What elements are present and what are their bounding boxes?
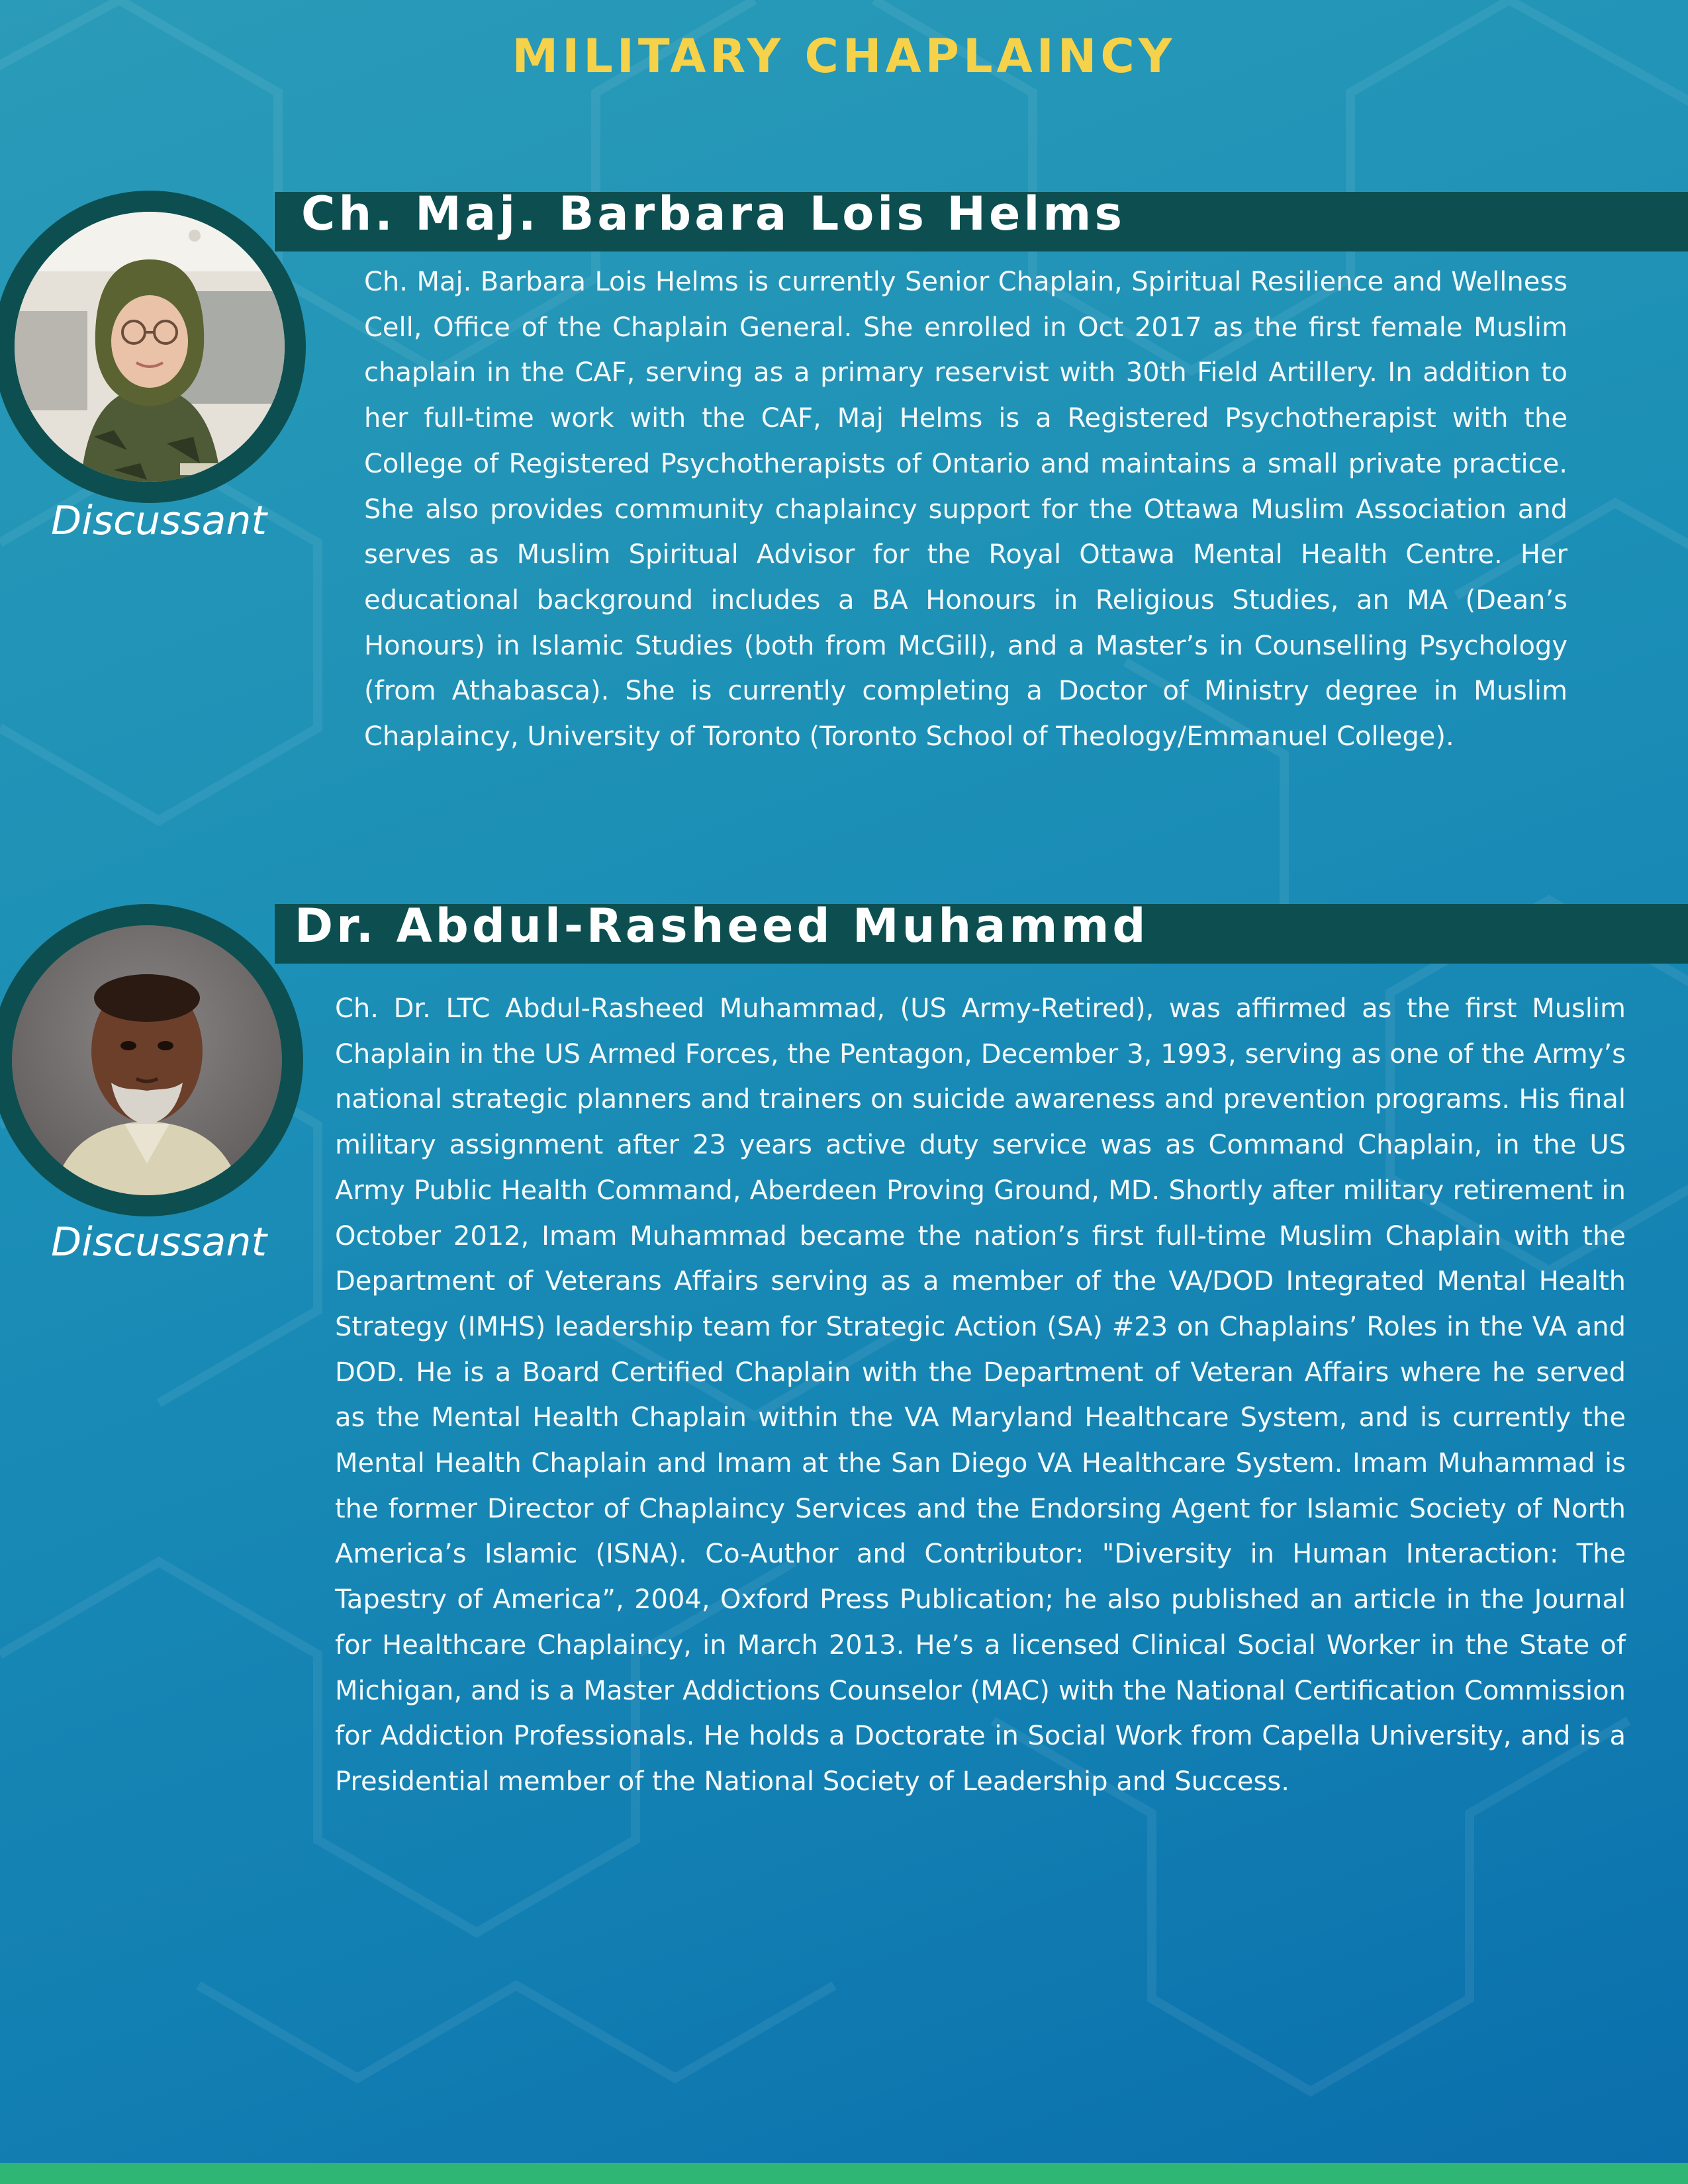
page-title: MILITARY CHAPLAINCY xyxy=(512,29,1176,83)
bio-text-muhammad: Ch. Dr. LTC Abdul-Rasheed Muhammad, (US Army-Retired), was affirmed as the first Muslim Chaplain in the US Armed Forces, the Pentagon, December 3, 1993, serving as one of the Army’s national strategic planners and trainers on suicide awareness and prevention programs. His final military assignment after 23 years active duty service was as Command Chaplain, in the US Army Public Health Command, Aberdeen Proving Ground, MD. Shortly after military retirement in October 2012, Imam Muhammad became the nation’s first full-time Muslim Chaplain with the Department of Veterans Affairs serving as a member of the VA/DOD Integrated Mental Health Strategy (IMHS) leadership team for Strategic Action (SA) #23 on Chaplains’ Roles in the VA and DOD. He is a Board Certified Chaplain with the Department of Veteran Affairs where he served as the Mental Health Chaplain within the VA Maryland Healthcare System, and is currently the Mental Health Chaplain and Imam at the San Diego VA Healthcare System. Imam Muhammad is the former Director of Chaplaincy Services and the Endorsing Agent for Islamic Society of North America’s Islamic (ISNA). Co-Author and Contributor: "Diversity in Human Interaction: The Tapestry of America”, 2004, Oxford Press Publication; he also published an article in the Journal for Healthcare Chaplaincy, in March 2013. He’s a licensed Clinical Social Worker in the State of Michigan, and is a Master Addictions Counselor (MAC) with the National Certification Commission for Addiction Professionals. He holds a Doctorate in Social Work from Capella University, and is a Presidential member of the National Society of Leadership and Success. xyxy=(335,993,1626,1797)
person-name-muhammad: Dr. Abdul-Rasheed Muhammd xyxy=(295,899,1149,953)
bottom-bar xyxy=(0,2163,1688,2184)
bio-text-helms: Ch. Maj. Barbara Lois Helms is currently Senior Chaplain, Spiritual Resilience and Wellness Cell, Office of the Chaplain General. She enrolled in Oct 2017 as the first female Muslim chaplain in the CAF, serving as a primary reservist with 30th Field Artillery. In addition to her full-time work with the CAF, Maj Helms is a Registered Psychotherapist with the College of Registered Psychotherapists of Ontario and maintains a small private practice. She also provides community chaplaincy support for the Ottawa Muslim Association and serves as Muslim Spiritual Advisor for the Royal Ottawa Mental Health Centre. Her educational background includes a BA Honours in Religious Studies, an MA (Dean’s Honours) in Islamic Studies (both from McGill), and a Master’s in Counselling Psychology (from Athabasca). She is currently completing a Doctor of Ministry degree in Muslim Chaplaincy, University of Toronto (Toronto School of Theology/Emmanuel College). xyxy=(364,267,1568,752)
role-label-muhammad: Discussant xyxy=(51,1219,267,1265)
portrait-photo-muhammad xyxy=(12,925,282,1195)
person-name-helms: Ch. Maj. Barbara Lois Helms xyxy=(301,187,1125,241)
portrait-photo-helms xyxy=(15,212,285,482)
role-label-helms: Discussant xyxy=(51,498,267,544)
